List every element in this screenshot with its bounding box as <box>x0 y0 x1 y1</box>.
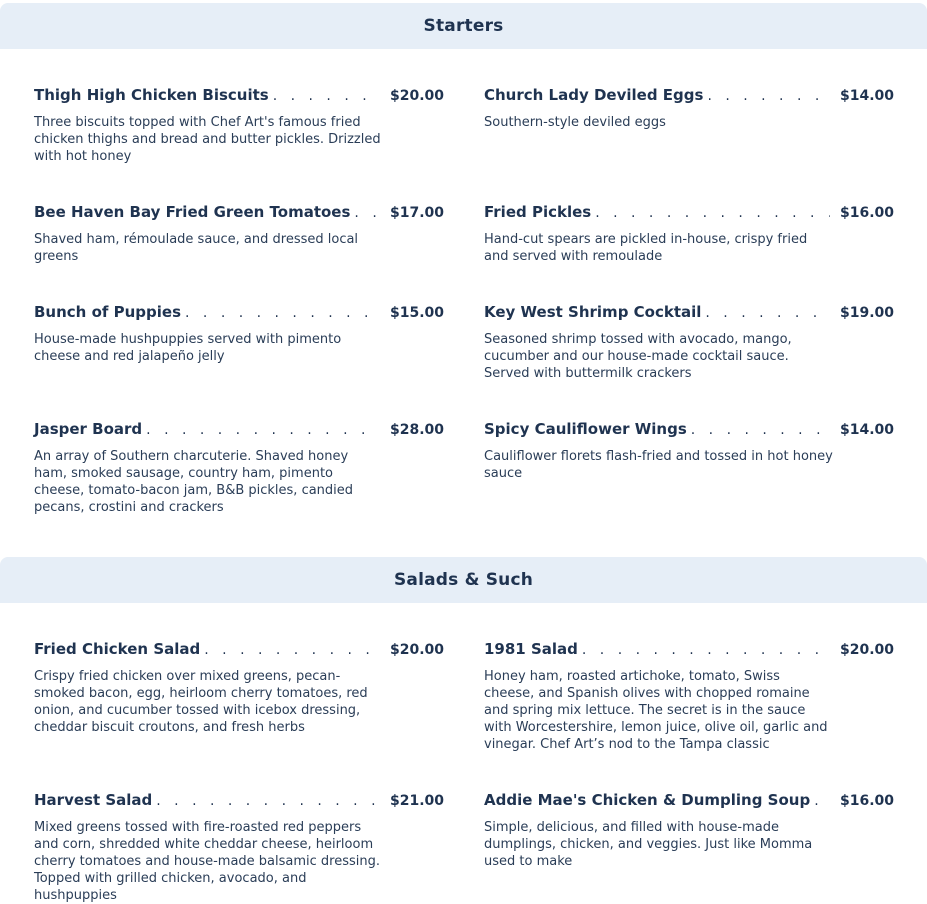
item-price: $28.00 <box>389 422 444 438</box>
item-price: $14.00 <box>839 422 894 438</box>
menu-item <box>34 791 444 904</box>
menu-item <box>484 420 894 482</box>
dot-leader <box>354 205 380 223</box>
item-description: Crispy fried chicken over mixed greens, pecan-smoked bacon, egg, heirloom cherry tomatoes, red onion, and cucumber tossed with icebox dressing, cheddar biscuit croutons, and fresh herbs <box>34 669 368 735</box>
item-description: Southern-style deviled eggs <box>484 115 666 130</box>
item-name: Bunch of Puppies <box>34 303 182 321</box>
menu-item <box>34 420 444 516</box>
item-name: 1981 Salad <box>484 640 578 658</box>
section-header-salads <box>0 557 927 603</box>
item-name: Fried Pickles <box>484 203 592 221</box>
item-price: $20.00 <box>839 642 894 658</box>
section-header-starters <box>0 3 927 49</box>
item-description: Simple, delicious, and filled with house-made dumplings, chicken, and veggies. Just like Momma used to make <box>484 820 813 869</box>
item-price: $20.00 <box>389 88 444 104</box>
item-price: $16.00 <box>839 205 894 221</box>
item-name: Fried Chicken Salad <box>34 640 201 658</box>
item-price: $20.00 <box>389 642 444 658</box>
item-name: Church Lady Deviled Eggs <box>484 86 704 104</box>
item-description: Shaved ham, rémoulade sauce, and dressed local greens <box>34 232 359 264</box>
dot-leader <box>185 305 380 323</box>
section-title: Starters <box>423 16 504 36</box>
item-name: Spicy Cauliflower Wings <box>484 420 687 438</box>
dot-leader <box>691 422 830 440</box>
item-price: $21.00 <box>389 793 444 809</box>
item-description: Mixed greens tossed with fire-roasted red peppers and corn, shredded white cheddar cheese, heirloom cherry tomatoes and house-made balsamic dressing. Topped with grilled chicken, avocado, and hushpuppies <box>34 820 381 903</box>
item-name: Addie Mae's Chicken & Dumpling Soup <box>484 791 811 809</box>
item-description: Cauliflower florets flash-fried and tossed in hot honey sauce <box>484 449 833 481</box>
dot-leader <box>146 422 380 440</box>
section-title: Salads & Such <box>393 570 534 590</box>
item-description: Seasoned shrimp tossed with avocado, mango, cucumber and our house-made cocktail sauce. Served with buttermilk crackers <box>484 332 792 381</box>
dot-leader <box>705 305 830 323</box>
item-price: $15.00 <box>389 305 444 321</box>
item-description: Three biscuits topped with Chef Art's famous fried chicken thighs and bread and butter pickles. Drizzled with hot honey <box>34 115 381 164</box>
dot-leader <box>814 793 830 811</box>
dot-leader <box>273 88 380 106</box>
dot-leader <box>595 205 830 223</box>
item-price: $14.00 <box>839 88 894 104</box>
item-name: Jasper Board <box>34 420 143 438</box>
menu-item <box>484 86 894 131</box>
menu-item <box>484 791 894 870</box>
item-price: $17.00 <box>389 205 444 221</box>
dot-leader <box>156 793 380 811</box>
item-name: Key West Shrimp Cocktail <box>484 303 702 321</box>
item-description: An array of Southern charcuterie. Shaved honey ham, smoked sausage, country ham, pimento cheese, tomato-bacon jam, B&B pickles, candied pecans, crostini and crackers <box>34 449 354 515</box>
menu-item <box>484 203 894 265</box>
dot-leader <box>204 642 380 660</box>
item-description: Hand-cut spears are pickled in-house, crispy fried and served with remoulade <box>484 232 808 264</box>
item-price: $19.00 <box>839 305 894 321</box>
menu-item <box>34 86 444 165</box>
menu-item <box>34 203 444 265</box>
dot-leader <box>707 88 830 106</box>
menu-item <box>34 303 444 365</box>
item-name: Thigh High Chicken Biscuits <box>34 86 269 104</box>
dot-leader <box>582 642 830 660</box>
item-description: Honey ham, roasted artichoke, tomato, Swiss cheese, and Spanish olives with chopped romaine and spring mix lettuce. The secret is in the sauce with Worcestershire, lemon juice, olive oil, garlic and vinegar. Chef Art’s nod to the Tampa classic <box>484 669 828 752</box>
item-name: Bee Haven Bay Fried Green Tomatoes <box>34 203 351 221</box>
item-price: $16.00 <box>839 793 894 809</box>
menu-item <box>484 303 894 382</box>
menu-item <box>34 640 444 736</box>
item-description: House-made hushpuppies served with pimento cheese and red jalapeño jelly <box>34 332 342 364</box>
item-name: Harvest Salad <box>34 791 153 809</box>
menu-item <box>484 640 894 753</box>
